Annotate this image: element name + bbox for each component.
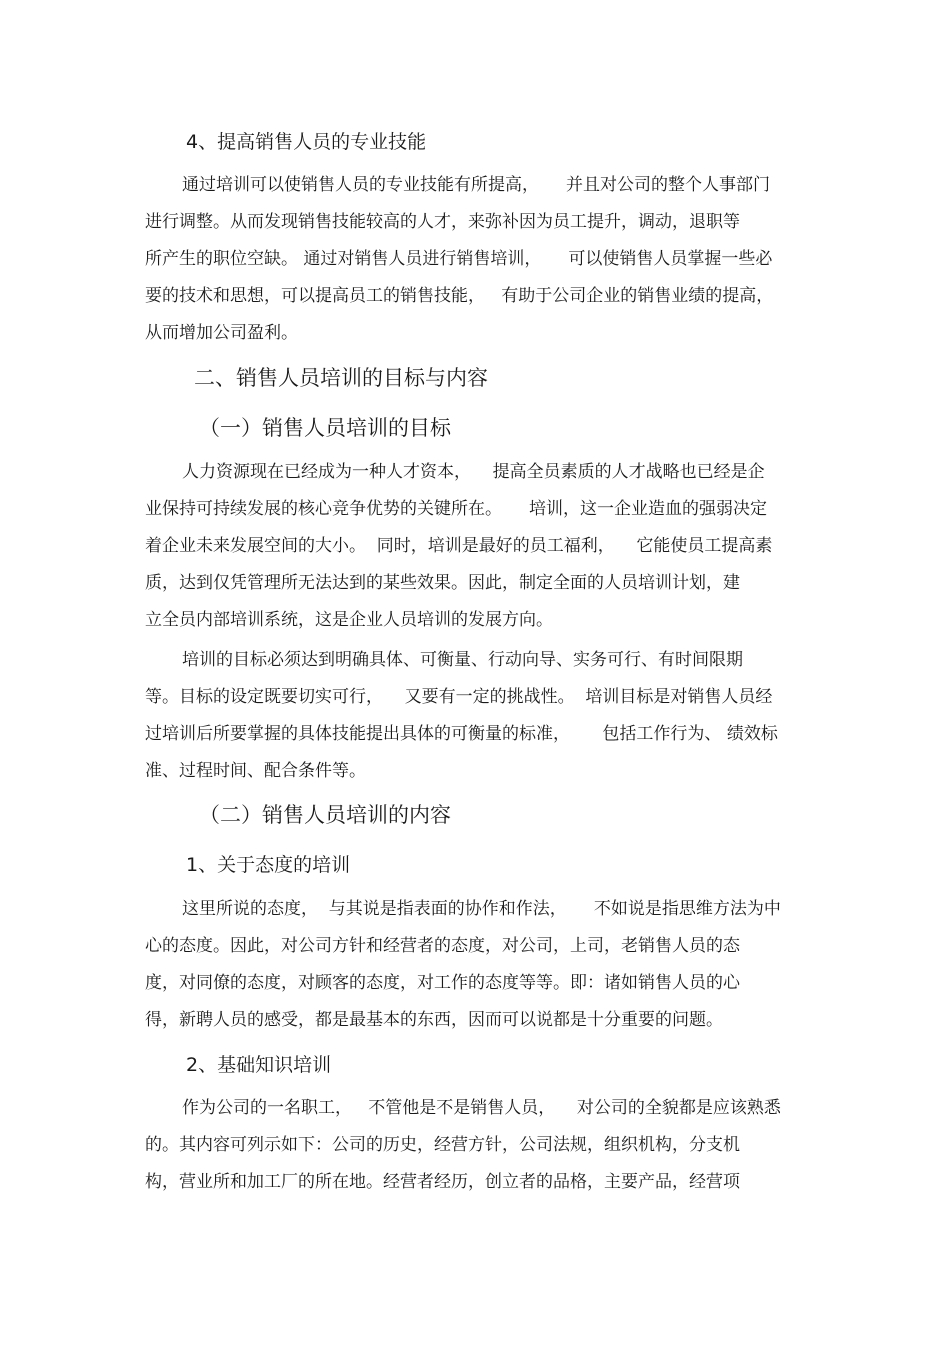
paragraph-line: 的。其内容可列示如下：公司的历史，经营方针，公司法规，组织机构，分支机 xyxy=(145,1135,740,1155)
paragraph-line: 这里所说的态度， 与其说是指表面的协作和作法， 不如说是指思维方法为中 xyxy=(182,899,781,919)
paragraph-line: 构，营业所和加工厂的所在地。经营者经历，创立者的品格，主要产品，经营项 xyxy=(145,1172,740,1192)
paragraph-line: 要的技术和思想，可以提高员工的销售技能， 有助于公司企业的销售业绩的提高， xyxy=(145,286,774,306)
paragraph-line: 业保持可持续发展的核心竞争优势的关键所在。 培训，这一企业造血的强弱决定 xyxy=(145,499,768,519)
subsection-heading: （一）销售人员培训的目标 xyxy=(199,416,451,440)
paragraph-line: 心的态度。因此，对公司方针和经营者的态度，对公司，上司，老销售人员的态 xyxy=(145,936,740,956)
paragraph-line: 过培训后所要掌握的具体技能提出具体的可衡量的标准， 包括工作行为、 绩效标 xyxy=(145,724,778,744)
paragraph-line: 得，新聘人员的感受，都是最基本的东西，因而可以说都是十分重要的问题。 xyxy=(145,1010,723,1030)
paragraph-line: 从而增加公司盈利。 xyxy=(145,323,298,343)
paragraph-line: 着企业未来发展空间的大小。 同时，培训是最好的员工福利， 它能使员工提高素 xyxy=(145,536,773,556)
paragraph-line: 度，对同僚的态度，对顾客的态度，对工作的态度等等。即：诸如销售人员的心 xyxy=(145,973,740,993)
paragraph-line: 质，达到仅凭管理所无法达到的某些效果。因此，制定全面的人员培训计划，建 xyxy=(145,573,740,593)
paragraph-line: 通过培训可以使销售人员的专业技能有所提高， 并且对公司的整个人事部门 xyxy=(182,175,771,195)
section-heading: 4、提高销售人员的专业技能 xyxy=(186,131,427,153)
paragraph-line: 等。目标的设定既要切实可行， 又要有一定的挑战性。 培训目标是对销售人员经 xyxy=(145,687,773,707)
paragraph-line: 人力资源现在已经成为一种人才资本， 提高全员素质的人才战略也已经是企 xyxy=(182,462,765,482)
paragraph-line: 准、过程时间、配合条件等。 xyxy=(145,761,366,781)
paragraph-line: 立全员内部培训系统，这是企业人员培训的发展方向。 xyxy=(145,610,553,630)
subsection-heading: （二）销售人员培训的内容 xyxy=(199,803,451,827)
paragraph-line: 作为公司的一名职工， 不管他是不是销售人员， 对公司的全貌都是应该熟悉 xyxy=(182,1098,781,1118)
paragraph-line: 进行调整。从而发现销售技能较高的人才，来弥补因为员工提升，调动，退职等 xyxy=(145,212,740,232)
paragraph-line: 培训的目标必须达到明确具体、可衡量、行动向导、实务可行、有时间限期 xyxy=(182,650,743,670)
paragraph-line: 所产生的职位空缺。 通过对销售人员进行销售培训， 可以使销售人员掌握一些必 xyxy=(145,249,773,269)
section-heading: 二、销售人员培训的目标与内容 xyxy=(194,366,488,390)
section-heading: 1、关于态度的培训 xyxy=(186,854,351,876)
section-heading: 2、基础知识培训 xyxy=(186,1054,332,1076)
